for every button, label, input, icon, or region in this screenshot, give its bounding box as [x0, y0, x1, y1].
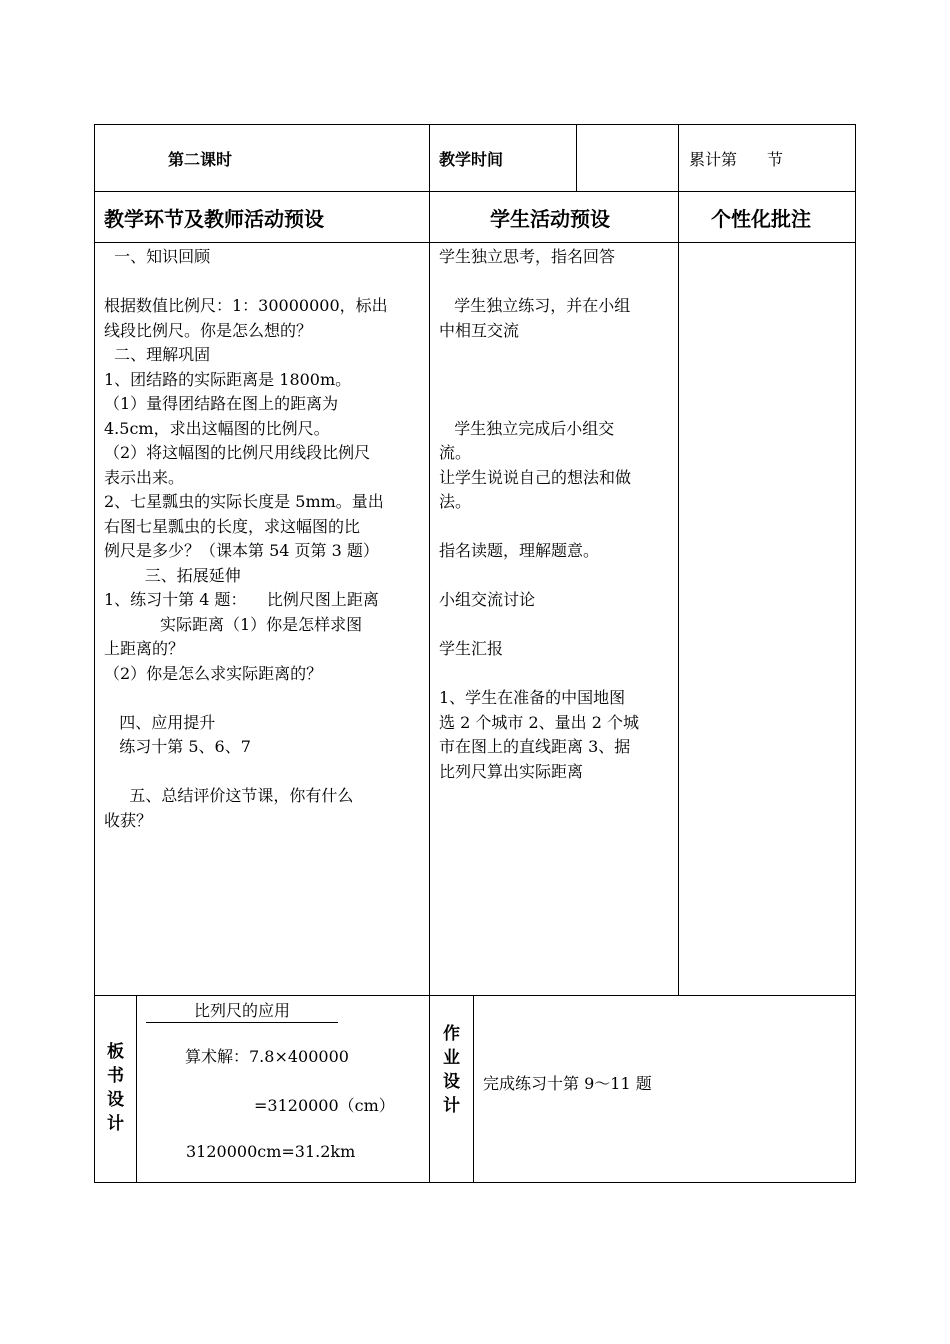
table-divider-col3 — [678, 124, 679, 995]
teacher-line: 上距离的？ — [104, 639, 185, 658]
teacher-line — [104, 686, 426, 711]
student-line: 比列尺算出实际距离 — [439, 761, 584, 781]
student-line: 学生独立练习，并在小组 — [439, 296, 631, 315]
table-divider-board — [94, 995, 856, 996]
teacher-line — [104, 270, 426, 295]
table-border-right — [855, 124, 856, 1183]
student-line: 让学生说说自己的想法和做 — [439, 467, 632, 487]
homework-label-char: 设 — [443, 1072, 460, 1092]
board-label-char: 计 — [107, 1114, 124, 1134]
teacher-line: 1、练习十第 4 题： 比例尺图上距离 — [104, 590, 379, 609]
table-border-top — [94, 124, 856, 125]
student-line: 流。 — [439, 443, 472, 462]
board-line-2: =3120000（cm） — [254, 1096, 395, 1115]
cumulative-count — [689, 148, 783, 172]
board-line-1: 算术解：7.8×400000 — [185, 1047, 349, 1066]
student-line — [439, 564, 675, 589]
notes-column-heading: 个性化批注 — [711, 207, 811, 231]
teacher-line: 实际距离（1）你是怎样求图 — [104, 614, 363, 634]
homework-content: 完成练习十第 9～11 题 — [483, 1074, 652, 1093]
student-activity-content — [439, 245, 675, 784]
student-line: 市在图上的直线距离 3、据 — [439, 737, 631, 756]
board-label-char: 书 — [107, 1066, 124, 1086]
homework-design-label — [430, 1022, 473, 1118]
teacher-line: 根据数值比例尺：1：30000000，标出 — [104, 296, 388, 315]
student-line: 选 2 个城市 2、量出 2 个城 — [439, 712, 639, 732]
teacher-line: 练习十第 5、6、7 — [104, 737, 251, 756]
teacher-line: 二、理解巩固 — [104, 345, 211, 364]
student-line — [439, 343, 675, 368]
student-line: 中相互交流 — [439, 320, 520, 340]
teacher-line: 四、应用提升 — [104, 712, 216, 732]
table-divider-board-label — [136, 995, 137, 1182]
time-label: 教学时间 — [439, 150, 504, 169]
student-line — [439, 270, 675, 295]
teacher-line: 三、拓展延伸 — [104, 565, 241, 585]
teacher-line: 例尺是多少？（课本第 54 页第 3 题） — [104, 541, 379, 560]
student-line: 学生独立完成后小组交 — [439, 418, 615, 438]
student-line: 指名读题，理解题意。 — [439, 541, 600, 560]
notes-area — [680, 244, 854, 994]
teacher-line: 一、知识回顾 — [104, 247, 211, 266]
cumulative-prefix: 累计第 — [689, 150, 738, 169]
lesson-title: 第二课时 — [168, 150, 233, 169]
teacher-column-heading: 教学环节及教师活动预设 — [104, 207, 324, 231]
table-divider-columns — [94, 242, 856, 243]
board-title: 比列尺的应用 — [146, 1000, 338, 1023]
teacher-line: 1、团结路的实际距离是 1800m。 — [104, 369, 352, 389]
table-border-bottom — [94, 1182, 856, 1183]
teacher-line: 右图七星瓢虫的长度，求这幅图的比 — [104, 516, 361, 536]
board-line-3: 3120000cm=31.2km — [186, 1142, 356, 1161]
student-line — [439, 368, 675, 393]
table-border-left — [94, 124, 95, 1183]
student-line — [439, 613, 675, 638]
teacher-activity-content — [104, 245, 426, 833]
student-column-heading: 学生活动预设 — [490, 207, 610, 231]
board-design-label — [95, 1040, 136, 1136]
teacher-line: 线段比例尺。你是怎么想的？ — [104, 320, 313, 340]
homework-label-char: 业 — [443, 1048, 460, 1068]
teacher-line: 表示出来。 — [104, 467, 185, 487]
board-label-char: 设 — [107, 1090, 124, 1110]
teacher-line: 五、总结评价这节课，你有什么 — [104, 786, 354, 805]
teacher-line: 收获？ — [104, 810, 153, 830]
student-line: 1、学生在准备的中国地图 — [439, 688, 626, 707]
teacher-line: 4.5cm，求出这幅图的比例尺。 — [104, 418, 330, 438]
teacher-line: （2）将这幅图的比例尺用线段比例尺 — [104, 443, 371, 462]
teacher-line: （1）量得团结路在图上的距离为 — [104, 394, 339, 413]
table-divider-homework-label — [473, 995, 474, 1182]
student-line: 学生独立思考，指名回答 — [439, 247, 616, 266]
homework-label-char: 作 — [443, 1024, 460, 1044]
student-line: 小组交流讨论 — [439, 590, 536, 609]
student-line: 学生汇报 — [439, 639, 504, 658]
teacher-line: 2、七星瓢虫的实际长度是 5mm。量出 — [104, 492, 384, 511]
cumulative-suffix: 节 — [767, 150, 784, 169]
homework-label-char: 计 — [443, 1096, 460, 1116]
table-divider-header — [94, 191, 856, 192]
teacher-line: （2）你是怎么求实际距离的？ — [104, 663, 323, 683]
board-label-char: 板 — [107, 1042, 124, 1062]
student-line — [439, 662, 675, 687]
student-line: 法。 — [439, 492, 472, 511]
student-line — [439, 392, 675, 417]
student-line — [439, 515, 675, 540]
table-divider-time — [576, 124, 577, 191]
teacher-line — [104, 760, 426, 785]
